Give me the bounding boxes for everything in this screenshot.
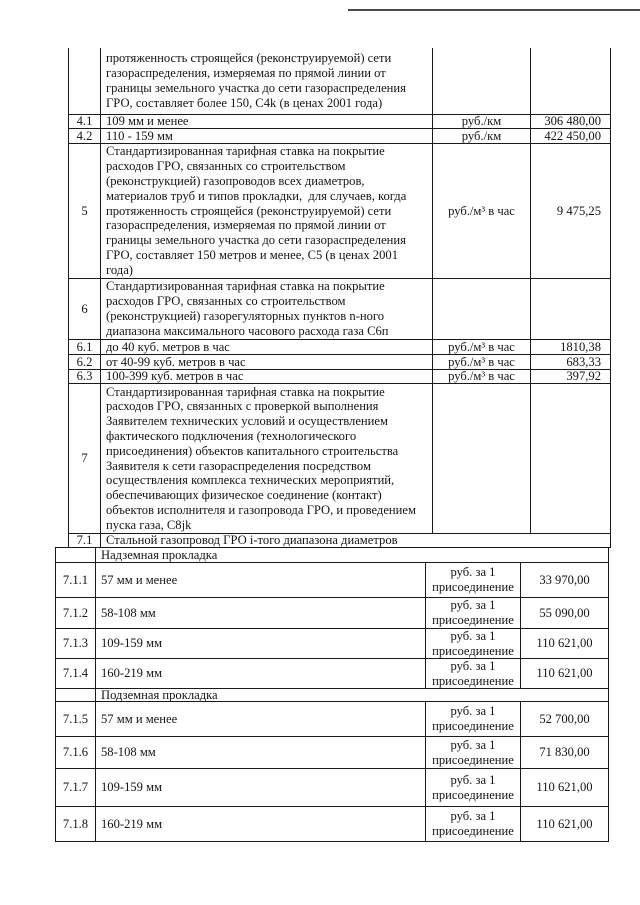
row-value-cell: [520, 628, 609, 659]
description-line: 109-159 мм: [101, 780, 163, 794]
unit-line: присоединение: [432, 613, 514, 627]
row-number: 7.1.7: [62, 780, 89, 794]
description-line: 57 мм и менее: [101, 711, 178, 726]
row-unit-cell: [432, 339, 531, 355]
row-number-cell: [55, 597, 96, 629]
row-description-cell: [100, 278, 433, 340]
row-number-cell: [68, 48, 101, 115]
description-line: до 40 куб. метров в час: [106, 339, 230, 354]
unit-line: присоединение: [432, 643, 514, 658]
row-number-cell: [68, 354, 101, 370]
row-description-cell: [100, 533, 611, 548]
unit-line: руб. за 1: [450, 628, 496, 643]
row-unit-cell: [432, 48, 531, 115]
unit-line: руб./м³ в час: [448, 339, 515, 354]
row-value-cell: [530, 114, 611, 129]
unit-line: руб./м³ в час: [448, 369, 515, 384]
description-line: Надземная прокладка: [101, 547, 218, 562]
row-number: 6.2: [76, 354, 93, 369]
description-line: протяженность строящейся (реконструируемой) сети: [106, 203, 392, 218]
description-line: Стандартизированная тарифная ставка на покрытие: [106, 279, 385, 294]
row-number: 6: [81, 301, 88, 316]
row-description-cell: [95, 562, 426, 598]
row-number-cell: [55, 736, 96, 769]
row-value-cell: [520, 806, 609, 842]
unit-line: руб./м³ в час: [448, 203, 515, 218]
row-number: 7.1.6: [62, 745, 89, 759]
row-number-cell: [55, 628, 96, 659]
row-number: 4.1: [76, 114, 93, 129]
row-number-cell: [55, 701, 96, 737]
description-line: Стальной газопровод ГРО i-того диапазона диаметров: [106, 533, 398, 548]
row-number: 7.1.8: [62, 816, 89, 831]
description-line: осуществления комплекса технических мероприятий,: [106, 473, 395, 488]
description-line: 160-219 мм: [101, 816, 163, 831]
row-unit-cell: [425, 701, 521, 737]
row-value-cell: [530, 354, 611, 370]
row-value: 110 621,00: [536, 666, 593, 680]
description-line: 109-159 мм: [101, 636, 163, 650]
description-line: диапазона максимального часового расхода газа С6п: [106, 323, 389, 338]
description-line: Подземная прокладка: [101, 687, 218, 702]
row-number: 7.1.1: [62, 572, 89, 587]
row-value: 9 475,25: [556, 203, 601, 218]
row-value-cell: [520, 658, 609, 689]
scan-edge-line: [348, 9, 640, 11]
row-unit-cell: [425, 806, 521, 842]
row-number-cell: [68, 383, 101, 534]
row-description-cell: [100, 143, 433, 279]
row-description-cell: [100, 114, 433, 129]
row-unit-cell: [425, 736, 521, 769]
row-value: 33 970,00: [539, 572, 590, 587]
row-number-cell: [68, 128, 101, 144]
row-description-cell: [100, 383, 433, 534]
row-value: 306 480,00: [544, 114, 601, 129]
row-description-cell: [100, 339, 433, 355]
row-description-cell: [95, 768, 426, 807]
row-unit-cell: [425, 628, 521, 659]
description-line: от 40-99 куб. метров в час: [106, 354, 246, 369]
row-number-cell: [55, 547, 96, 563]
row-value: 55 090,00: [539, 605, 590, 620]
row-number-cell: [68, 369, 101, 384]
row-number: 6.3: [76, 369, 93, 384]
unit-line: присоединение: [432, 673, 514, 688]
row-number: 7.1.2: [62, 605, 89, 620]
unit-line: руб. за 1: [450, 598, 496, 612]
row-number-cell: [55, 688, 96, 702]
row-unit-cell: [432, 354, 531, 370]
row-description-cell: [95, 597, 426, 629]
description-line: границы земельного участка до сети газораспределения: [106, 81, 406, 95]
row-value-cell: [530, 339, 611, 355]
row-number: 4.2: [76, 128, 93, 143]
row-value-cell: [530, 278, 611, 340]
unit-line: руб./м³ в час: [448, 354, 515, 369]
description-line: ГРО, составляет более 150, С4k (в ценах 2001 года): [106, 95, 383, 110]
row-value-cell: [520, 768, 609, 807]
row-value: 397,92: [566, 369, 601, 384]
row-unit-cell: [432, 278, 531, 340]
description-line: 100-399 куб. метров в час: [106, 369, 244, 384]
description-line: обеспечивающих физическое соединение (контакт): [106, 488, 382, 503]
row-number: 7.1.3: [62, 636, 89, 650]
row-number-cell: [68, 114, 101, 129]
description-line: Стандартизированная тарифная ставка на покрытие: [106, 384, 385, 399]
description-line: 58-108 мм: [101, 745, 156, 759]
description-line: года): [106, 262, 133, 277]
description-line: Заявителя к сети газораспределения посредством: [106, 458, 371, 473]
description-line: Заявителем технических условий и осуществлением: [106, 414, 388, 429]
row-value-cell: [520, 736, 609, 769]
row-number-cell: [55, 806, 96, 842]
row-unit-cell: [432, 143, 531, 279]
unit-line: руб. за 1: [450, 565, 496, 579]
row-value-cell: [520, 562, 609, 598]
row-value: 71 830,00: [539, 745, 590, 759]
unit-line: руб. за 1: [450, 737, 496, 752]
row-number: 7.1: [76, 533, 93, 548]
row-description-cell: [95, 628, 426, 659]
row-unit-cell: [425, 768, 521, 807]
row-description-cell: [95, 701, 426, 737]
row-number: 6.1: [76, 339, 93, 354]
unit-line: руб. за 1: [450, 658, 496, 673]
row-description-cell: [95, 806, 426, 842]
unit-line: руб. за 1: [450, 772, 496, 787]
description-line: ГРО, составляет 150 метров и менее, С5 (в ценах 2001: [106, 247, 398, 262]
row-value: 1810,38: [560, 339, 601, 354]
description-line: Стандартизированная тарифная ставка на покрытие: [106, 144, 385, 159]
description-line: (реконструкцией) газорегуляторных пунктов n-ного: [106, 309, 385, 323]
row-description-cell: [100, 48, 433, 115]
row-number-cell: [55, 658, 96, 689]
row-number: 7.1.4: [62, 666, 89, 680]
unit-line: руб./км: [461, 128, 502, 143]
description-line: пуска газа, С8jk: [106, 517, 192, 532]
description-line: 160-219 мм: [101, 666, 163, 680]
row-description-cell: [95, 658, 426, 689]
description-line: 57 мм и менее: [101, 572, 178, 587]
description-line: газораспределения, измеряемая по прямой линии от: [106, 66, 386, 81]
description-line: (реконструкцией) газопроводов всех диаметров,: [106, 174, 365, 188]
description-line: 110 - 159 мм: [106, 128, 173, 143]
row-number-cell: [55, 562, 96, 598]
row-unit-cell: [425, 562, 521, 598]
row-value: 683,33: [566, 354, 601, 369]
row-number-cell: [68, 533, 101, 548]
row-value-cell: [520, 701, 609, 737]
row-value-cell: [530, 369, 611, 384]
row-number-cell: [68, 339, 101, 355]
row-unit-cell: [432, 383, 531, 534]
unit-line: присоединение: [432, 824, 514, 838]
row-unit-cell: [432, 128, 531, 144]
row-description-cell: [95, 688, 609, 702]
unit-line: присоединение: [432, 752, 514, 767]
unit-line: руб. за 1: [450, 809, 496, 823]
unit-line: присоединение: [432, 719, 514, 733]
row-value-cell: [520, 597, 609, 629]
row-unit-cell: [425, 597, 521, 629]
row-number: 5: [81, 203, 88, 218]
description-line: расходов ГРО, связанных со строительством: [106, 159, 346, 174]
description-line: расходов ГРО, связанных со строительством: [106, 294, 346, 309]
description-line: фактического подключения (технологического: [106, 428, 357, 443]
row-number-cell: [68, 278, 101, 340]
row-value: 110 621,00: [536, 780, 593, 794]
row-number-cell: [55, 768, 96, 807]
row-number: 7: [81, 451, 88, 466]
row-value: 110 621,00: [536, 816, 593, 831]
row-number-cell: [68, 143, 101, 279]
unit-line: руб. за 1: [450, 704, 496, 718]
row-value-cell: [530, 383, 611, 534]
description-line: границы земельного участка до сети газораспределения: [106, 233, 406, 248]
description-line: протяженность строящейся (реконструируемой) сети: [106, 51, 392, 66]
row-description-cell: [95, 736, 426, 769]
row-unit-cell: [432, 114, 531, 129]
description-line: объектов исполнителя и газопровода ГРО, и проведением: [106, 502, 416, 517]
row-value-cell: [530, 128, 611, 144]
unit-line: руб./км: [461, 114, 502, 129]
row-value-cell: [530, 48, 611, 115]
unit-line: присоединение: [432, 580, 514, 594]
row-number: 7.1.5: [62, 711, 89, 726]
row-unit-cell: [425, 658, 521, 689]
description-line: 58-108 мм: [101, 605, 156, 620]
row-description-cell: [100, 128, 433, 144]
row-value: 52 700,00: [539, 711, 590, 726]
row-description-cell: [100, 354, 433, 370]
row-value: 422 450,00: [544, 128, 601, 143]
description-line: расходов ГРО, связанных с проверкой выполнения: [106, 399, 379, 414]
row-value: 110 621,00: [536, 636, 593, 650]
row-value-cell: [530, 143, 611, 279]
description-line: присоединения) объектов капитального строительства: [106, 443, 399, 458]
description-line: газораспределения, измеряемая по прямой линии от: [106, 218, 386, 233]
unit-line: присоединение: [432, 787, 514, 802]
description-line: 109 мм и менее: [106, 114, 189, 129]
row-unit-cell: [432, 369, 531, 384]
description-line: материалов труб и типов прокладки, для случаев, когда: [106, 188, 407, 203]
row-description-cell: [100, 369, 433, 384]
row-description-cell: [95, 547, 609, 563]
